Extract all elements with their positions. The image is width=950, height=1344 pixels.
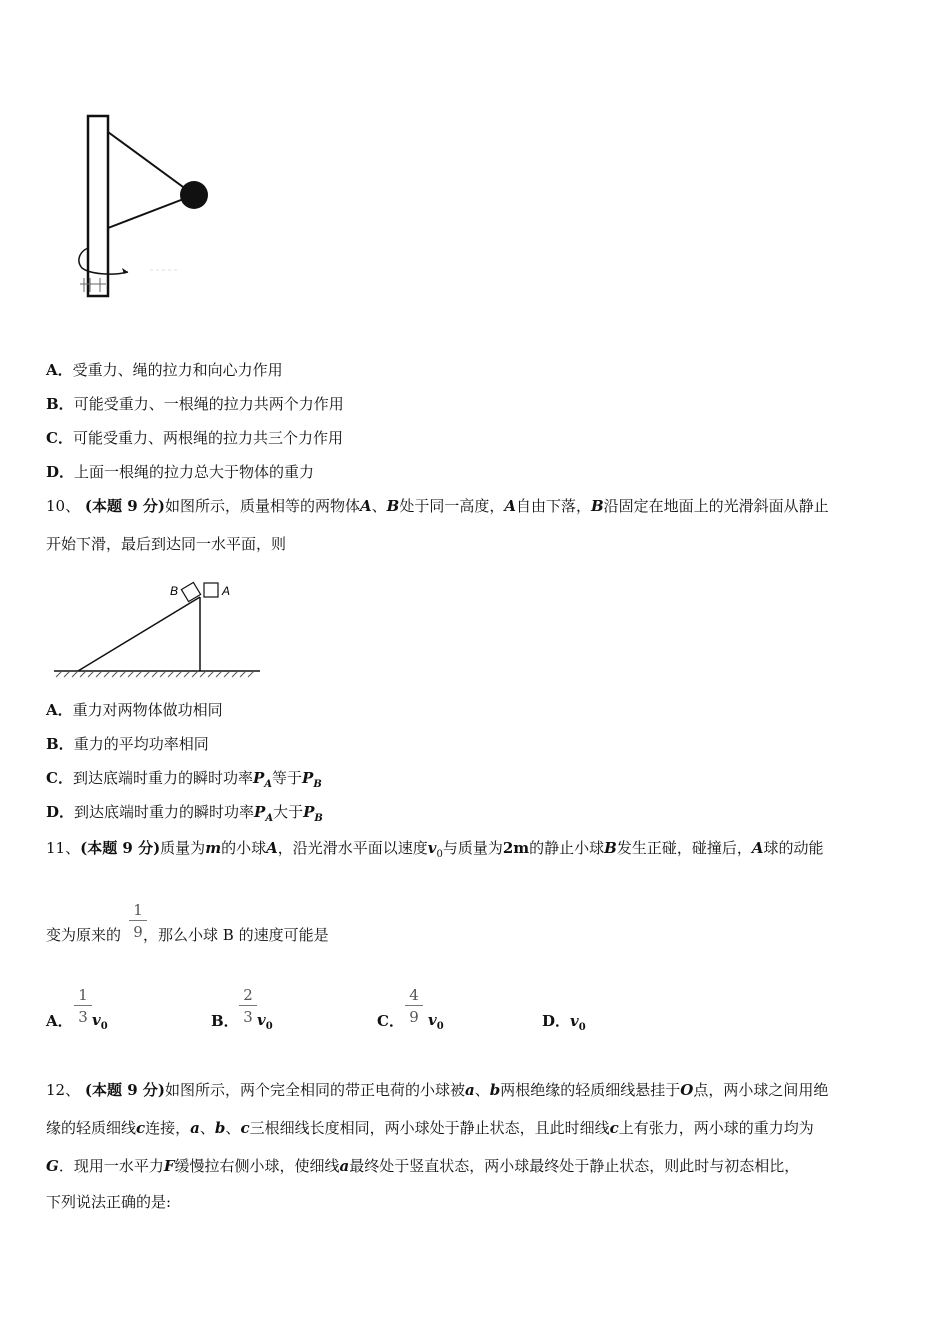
q10-option-d bbox=[46, 802, 323, 829]
frac-den: 9 bbox=[133, 923, 143, 941]
var-p: P bbox=[302, 769, 314, 787]
option-letter: D． bbox=[46, 463, 75, 481]
q9-option-b bbox=[46, 394, 344, 414]
option-letter: A． bbox=[46, 361, 73, 379]
var-o: O bbox=[680, 1081, 694, 1099]
stem-text: 的静止小球 bbox=[529, 839, 605, 857]
var-sub: 0 bbox=[436, 849, 443, 860]
q9-option-a bbox=[46, 360, 283, 380]
option-letter: B． bbox=[46, 395, 74, 413]
stem-text: 质量为 bbox=[160, 839, 206, 857]
var-b: b bbox=[489, 1081, 501, 1099]
option-text: 上面一根绳的拉力总大于物体的重力 bbox=[74, 463, 315, 481]
stem-text: 三根细线长度相同，两小球处于静止状态，且此时细线 bbox=[249, 1119, 610, 1137]
stem-text: 如图所示，两个完全相同的带正电荷的小球被 bbox=[164, 1081, 465, 1099]
stem-text: 两根绝缘的轻质细线悬挂于 bbox=[500, 1081, 681, 1099]
var-sub: B bbox=[314, 813, 323, 824]
var-sub: 0 bbox=[578, 1022, 586, 1033]
var-p: P bbox=[252, 769, 265, 787]
var-b: b bbox=[214, 1119, 226, 1137]
figure-label-a: A bbox=[222, 584, 231, 598]
option-text: 到达底端时重力的瞬时功率 bbox=[72, 769, 253, 787]
stem-text: 连接， bbox=[145, 1119, 191, 1137]
stem-text: 自由下落， bbox=[515, 497, 591, 515]
var-f: F bbox=[163, 1157, 175, 1175]
option-text: 大于 bbox=[273, 803, 304, 821]
stem-sep: 、 bbox=[371, 497, 387, 515]
question-score: (本题 9 分) bbox=[84, 1081, 165, 1099]
rotating-pole-figure bbox=[70, 110, 250, 310]
frac-num: 1 bbox=[129, 900, 147, 921]
var-a: a bbox=[190, 1119, 200, 1137]
var-sub: 0 bbox=[436, 1021, 444, 1032]
stem-text: 处于同一高度， bbox=[399, 497, 505, 515]
var-p: P bbox=[303, 803, 315, 821]
var-b: B bbox=[386, 497, 400, 515]
q10-stem-line1 bbox=[46, 496, 829, 516]
var-a: A bbox=[359, 497, 372, 515]
q12-stem-line3 bbox=[46, 1156, 799, 1176]
option-text: 重力的平均功率相同 bbox=[73, 735, 209, 753]
q11-option-d bbox=[542, 1010, 586, 1033]
stem-text: 最终处于竖直状态，两小球最终处于静止状态，则此时与初态相比， bbox=[349, 1157, 800, 1175]
q11-stem-line1 bbox=[46, 838, 824, 865]
option-text: 受重力、绳的拉力和向心力作用 bbox=[72, 361, 283, 379]
incline-figure bbox=[50, 575, 270, 685]
var-v: v bbox=[257, 1011, 266, 1029]
question-number: 10、 bbox=[46, 497, 81, 515]
stem-text: 如图所示，质量相等的两物体 bbox=[164, 497, 360, 515]
q12-stem-line4: 下列说法正确的是: bbox=[46, 1193, 172, 1211]
var-p: P bbox=[254, 803, 266, 821]
var-c: c bbox=[136, 1119, 146, 1137]
stem-sep: 、 bbox=[199, 1119, 215, 1137]
var-b: B bbox=[604, 839, 617, 857]
stem-text: 的小球 bbox=[221, 839, 267, 857]
var-c: c bbox=[609, 1119, 619, 1137]
stem-text: 沿固定在地面上的光滑斜面从静止 bbox=[603, 497, 829, 515]
option-text: 到达底端时重力的瞬时功率 bbox=[74, 803, 255, 821]
stem-text: ，沿光滑水平面以速度 bbox=[277, 839, 428, 857]
var-v: v bbox=[570, 1012, 579, 1030]
option-letter: B． bbox=[46, 735, 74, 753]
option-text: 可能受重力、两根绳的拉力共三个力作用 bbox=[72, 429, 343, 447]
var-v: v bbox=[428, 1011, 437, 1029]
q9-option-c bbox=[46, 428, 343, 448]
option-letter: B． bbox=[211, 1012, 239, 1030]
q12-stem-line1 bbox=[46, 1080, 828, 1100]
frac-num: 1 bbox=[74, 985, 92, 1006]
q11-option-c-fraction bbox=[405, 985, 423, 1028]
stem-text: 发生正碰，碰撞后， bbox=[616, 839, 752, 857]
var-v: v bbox=[427, 839, 437, 857]
option-letter: D． bbox=[46, 803, 75, 821]
q10-option-a bbox=[46, 700, 223, 720]
option-letter: C． bbox=[46, 769, 73, 787]
question-score: (本题 9 分) bbox=[84, 497, 165, 515]
option-letter: C． bbox=[377, 1012, 404, 1030]
option-text: 等于 bbox=[272, 769, 303, 787]
var-b: B bbox=[590, 497, 604, 515]
var-a: A bbox=[751, 839, 764, 857]
var-a: a bbox=[464, 1081, 475, 1099]
var-sub: 0 bbox=[100, 1021, 108, 1032]
option-letter: A． bbox=[46, 701, 73, 719]
q10-option-b bbox=[46, 734, 209, 754]
option-text: 重力对两物体做功相同 bbox=[72, 701, 223, 719]
q11-option-a bbox=[46, 1010, 73, 1031]
question-number: 12、 bbox=[46, 1081, 81, 1099]
stem-text: ．现用一水平力 bbox=[58, 1157, 164, 1175]
question-number: 11、 bbox=[46, 839, 81, 857]
option-letter: C． bbox=[46, 429, 73, 447]
frac-den: 3 bbox=[243, 1008, 253, 1026]
frac-den: 3 bbox=[78, 1008, 88, 1026]
var-v: v bbox=[92, 1011, 101, 1029]
q11-option-b-fraction bbox=[239, 985, 257, 1028]
q11-option-a-v bbox=[92, 1011, 108, 1032]
option-letter: D． bbox=[542, 1012, 571, 1030]
stem-sep: 、 bbox=[225, 1119, 241, 1137]
var-g: G bbox=[46, 1157, 59, 1175]
q11-option-a-fraction bbox=[74, 985, 92, 1028]
stem-text: 球的动能 bbox=[763, 839, 824, 857]
stem-text: 与质量为 bbox=[442, 839, 503, 857]
frac-den: 9 bbox=[409, 1008, 419, 1026]
stem-text: 点，两小球之间用绝 bbox=[693, 1081, 829, 1099]
stem-text: 缘的轻质细线 bbox=[46, 1119, 137, 1137]
q11-stem-line2 bbox=[46, 925, 329, 945]
stem-text: 缓慢拉右侧小球，使细线 bbox=[174, 1157, 340, 1175]
figure-label-b: B bbox=[170, 584, 179, 598]
var-m: m bbox=[205, 839, 222, 857]
question-score: (本题 9 分) bbox=[80, 839, 161, 857]
frac-num: 2 bbox=[239, 985, 257, 1006]
var-c: c bbox=[240, 1119, 250, 1137]
stem-text: 变为原来的 bbox=[46, 926, 122, 944]
stem-text: ，那么小球 B 的速度可能是 bbox=[143, 926, 329, 944]
stem-text: 上有张力，两小球的重力均为 bbox=[618, 1119, 814, 1137]
q12-stem-line2 bbox=[46, 1118, 814, 1138]
frac-num: 4 bbox=[405, 985, 423, 1006]
stem-sep: 、 bbox=[474, 1081, 490, 1099]
var-sub: 0 bbox=[265, 1021, 273, 1032]
var-a: A bbox=[504, 497, 516, 515]
var-sub: B bbox=[313, 779, 322, 790]
var-a: A bbox=[266, 839, 278, 857]
q11-option-b bbox=[211, 1010, 239, 1031]
q10-option-c bbox=[46, 768, 322, 795]
option-letter: A． bbox=[46, 1012, 73, 1030]
option-text: 可能受重力、一根绳的拉力共两个力作用 bbox=[73, 395, 344, 413]
q11-option-c-v bbox=[428, 1011, 444, 1032]
q11-option-c bbox=[377, 1010, 404, 1031]
q11-option-b-v bbox=[257, 1011, 273, 1032]
var-2m: 2m bbox=[502, 839, 530, 857]
var-sub: A bbox=[265, 813, 274, 824]
var-sub: A bbox=[264, 779, 273, 790]
q9-option-d bbox=[46, 462, 314, 482]
q11-fraction-one-ninth bbox=[129, 900, 147, 943]
q10-stem-line2: 开始下滑，最后到达同一水平面，则 bbox=[46, 535, 287, 553]
var-a: a bbox=[339, 1157, 350, 1175]
